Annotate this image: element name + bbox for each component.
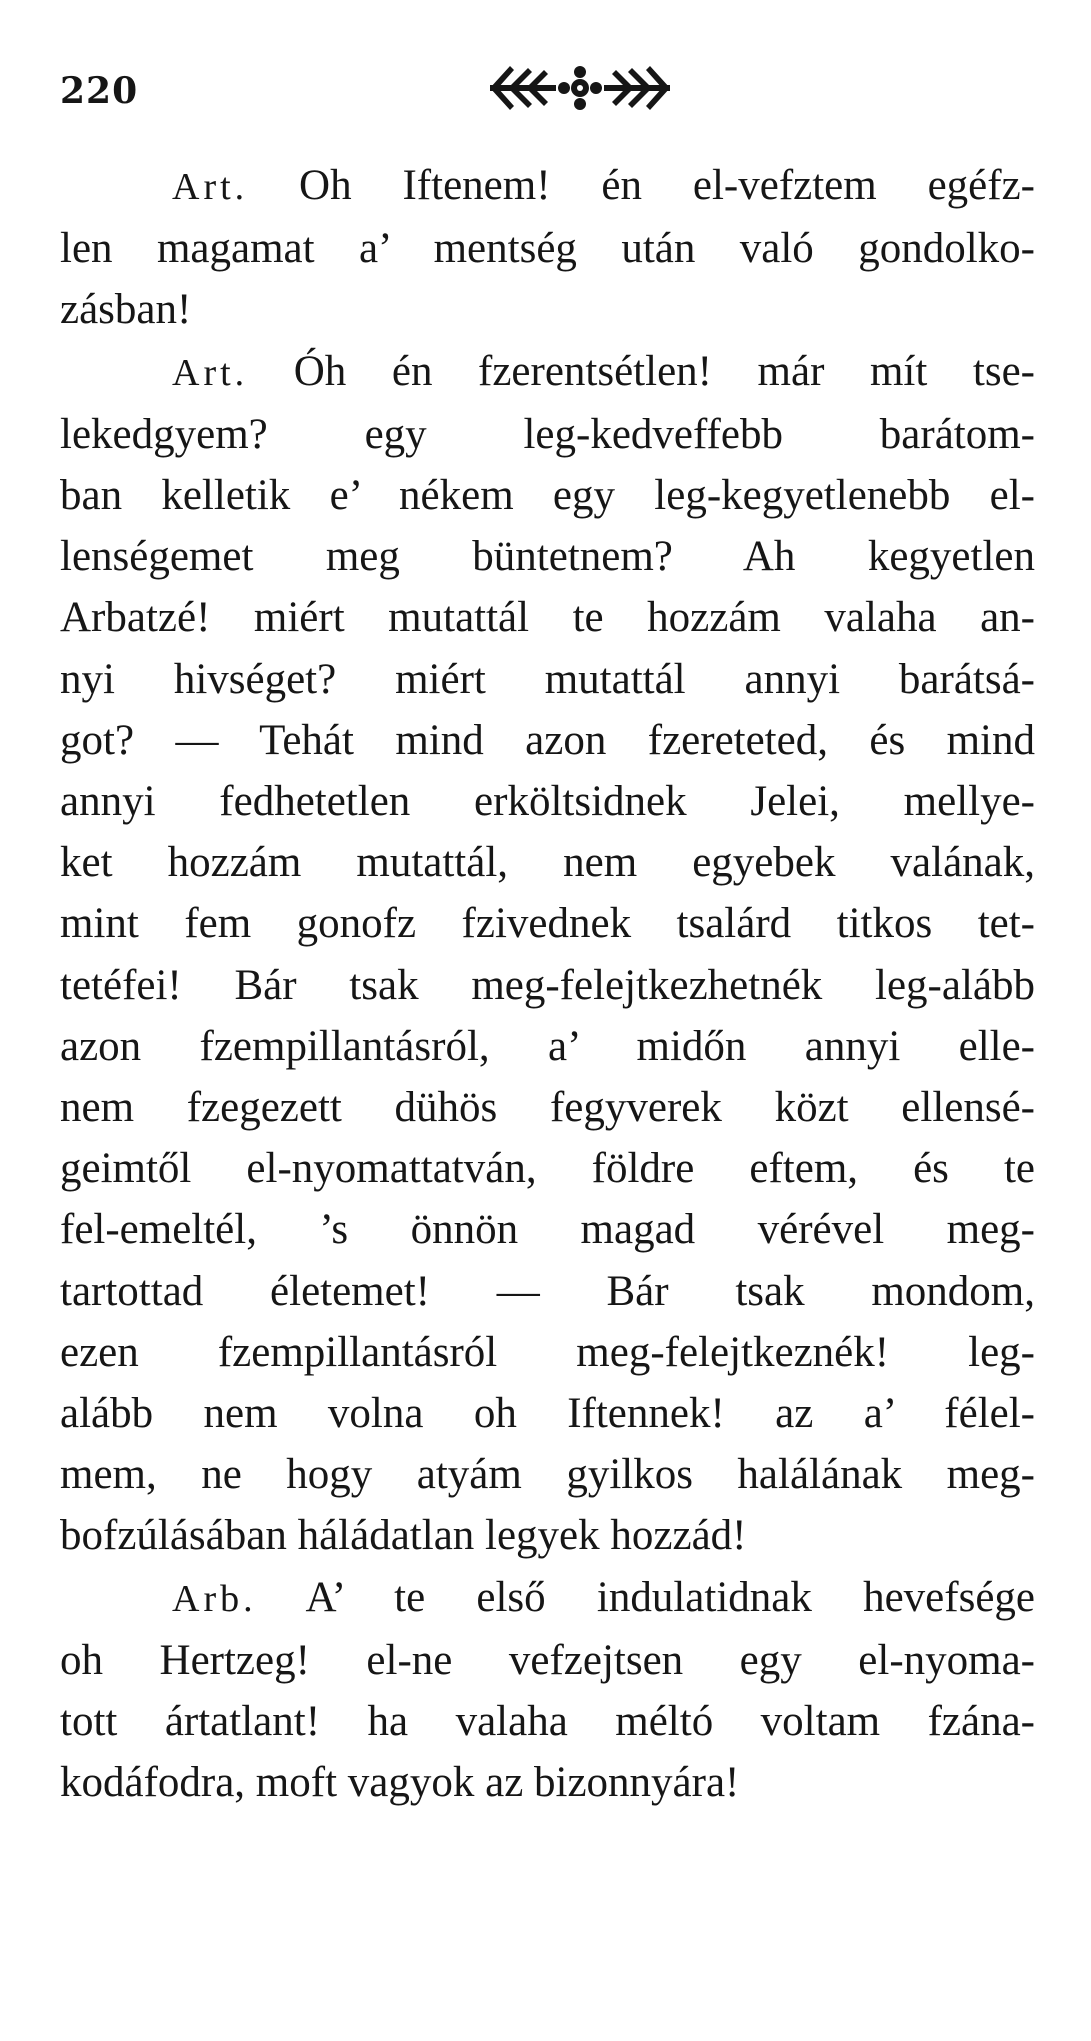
text-line [60,1444,1035,1505]
text-line [60,771,1035,832]
floral-ornament-icon [430,58,730,118]
line-text: len magamat a’ mentség után való gondolko- [60,225,1035,273]
text-line [60,1016,1035,1077]
speaker-name: Art. [172,351,249,394]
text-line [60,341,1035,404]
line-text: zásban! [60,286,192,334]
line-text: kodáfodra, moft vagyok az bizonnyára! [60,1759,740,1807]
text-line [60,1077,1035,1138]
text-line [60,1505,1035,1566]
text-line [60,465,1035,526]
line-text: Oh Iftenem! én el-vefztem egéfz- [299,162,1035,209]
text-line [60,1630,1035,1691]
line-text: ezen fzempillantásról meg-felejtkeznék! leg- [60,1328,1035,1376]
text-line [60,832,1035,893]
text-line [60,1138,1035,1199]
text-line [60,526,1035,587]
text-line [60,1199,1035,1260]
line-text: Óh én fzerentsétlen! már mít tse- [293,347,1035,395]
text-line [60,955,1035,1016]
line-text: alább nem volna oh Iftennek! az a’ félel- [60,1390,1035,1438]
line-text: tetéfei! Bár tsak meg-felejtkezhetnék leg-alább [60,961,1035,1009]
text-line [60,155,1035,218]
line-text: fel-emeltél, ’s önnön magad vérével meg- [60,1206,1035,1254]
text-line [60,1383,1035,1444]
text-line [60,1691,1035,1752]
line-text: Arbatzé! miért mutattál te hozzám valaha an- [60,594,1035,642]
line-text: oh Hertzeg! el-ne vefzejtsen egy el-nyoma- [60,1636,1035,1684]
page-number: 220 [60,70,139,112]
line-text: ban kelletik e’ nékem egy leg-kegyetlenebb el- [60,472,1035,520]
line-text: bofzúlásában háládatlan legyek hozzád! [60,1512,747,1560]
line-text: annyi fedhetetlen erköltsidnek Jelei, mellye- [60,778,1035,826]
text-line [60,1322,1035,1383]
text-line [60,710,1035,771]
text-line [60,279,1035,340]
body-text [60,155,1035,1813]
line-text: nem fzegezett dühös fegyverek közt ellensé- [60,1084,1035,1132]
text-line [60,218,1035,279]
text-line [60,649,1035,710]
text-line [60,404,1035,465]
text-line [60,1567,1035,1630]
line-text: azon fzempillantásról, a’ midőn annyi elle- [60,1022,1035,1070]
page-header [60,58,1040,128]
line-text: nyi hivséget? miért mutattál annyi barátsá- [60,655,1035,703]
line-text: geimtől el-nyomattatván, földre eftem, és te [60,1145,1035,1193]
line-text: lenségemet meg büntetnem? Ah kegyetlen [60,533,1035,581]
text-line [60,893,1035,954]
line-text: A’ te első indulatidnak hevefsége [305,1573,1035,1621]
line-text: tartottad életemet! — Bár tsak mondom, [60,1267,1035,1315]
speaker-name: Art. [172,166,249,208]
line-text: tott ártatlant! ha valaha méltó voltam fzána- [60,1698,1035,1746]
line-text: lekedgyem? egy leg-kedveffebb barátom- [60,410,1035,458]
line-text: got? — Tehát mind azon fzereteted, és mind [60,716,1035,764]
text-line [60,1261,1035,1322]
line-text: mem, ne hogy atyám gyilkos halálának meg- [60,1451,1035,1499]
text-line [60,587,1035,648]
speaker-name: Arb. [172,1577,257,1620]
line-text: mint fem gonofz fzivednek tsalárd titkos tet- [60,900,1035,948]
line-text: ket hozzám mutattál, nem egyebek valának, [60,839,1035,887]
text-line [60,1752,1035,1813]
